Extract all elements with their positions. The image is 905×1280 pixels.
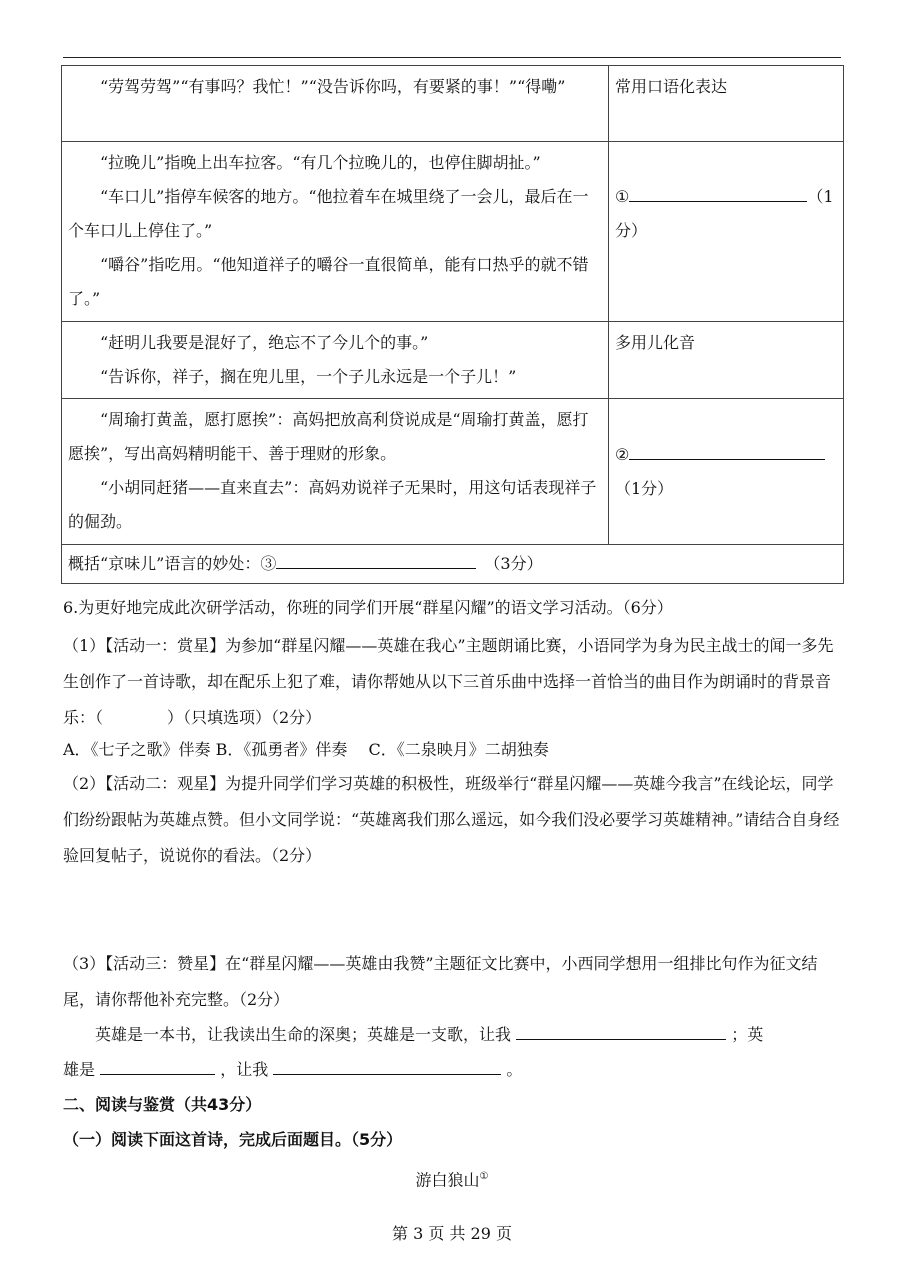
table-row-summary [62,545,844,584]
fill-text: 。 [506,1060,523,1079]
blank-1-line[interactable] [629,183,807,202]
fill-blank[interactable] [100,1056,215,1075]
summary-cell [62,545,844,584]
table-cell-note [609,142,844,322]
blank-2-line[interactable] [629,441,825,460]
example-text: “劳驾劳驾”“有事吗？我忙！”“没告诉你吗，有要紧的事！”“得嘞” [100,77,566,96]
note-text: 多用儿化音 [615,333,696,352]
fill-text: 雄是 [63,1060,96,1079]
activity-1-options: A．《七子之歌》伴奏 B．《孤勇者》伴奏 C．《二泉映月》二胡独奏 [63,740,549,759]
fill-text: ，让我 [220,1060,269,1079]
summary-score: （3分） [492,554,543,573]
language-feature-table [61,65,844,584]
example-text: “赶明儿我要是混好了，绝忘不了今儿个的事。” [100,333,429,352]
example-text: “小胡同赶猪——直来直去”：高妈劝说祥子无果时，用这句话表现祥子的倔劲。 [68,478,597,531]
blank-2-label: ② [615,444,630,464]
blank-1-score: （1分） [615,186,834,240]
footnote-marker: ① [479,1171,489,1182]
fill-line-1 [63,1018,841,1052]
summary-label: 概括“京味儿”语言的妙处：③ [68,554,277,573]
poem-title-text: 游白狼山 [415,1170,480,1190]
poem-title [63,1160,841,1197]
example-text: “车口儿”指停车候客的地方。“他拉着车在城里绕了一会儿，最后在一个车口儿上停住了。” [68,187,589,240]
section-2-heading: 二、阅读与鉴赏（共43分） [63,1095,262,1114]
table-cell-example [62,142,609,322]
fill-blank[interactable] [273,1056,501,1075]
table-cell-example [62,322,609,399]
table-cell-note [609,66,844,142]
fill-text: 英雄是一本书，让我读出生命的深奥；英雄是一支歌，让我 [95,1025,512,1044]
table-cell-note [609,399,844,545]
blank-2-score: （1分） [615,478,674,498]
fill-blank[interactable] [516,1021,726,1040]
page-footer: 第 3 页 共 29 页 [392,1224,512,1243]
blank-1-label: ① [615,186,630,206]
example-text: “嚼谷”指吃用。“他知道祥子的嚼谷一直很简单，能有口热乎的就不错了。” [68,255,589,308]
fill-text: ；英 [731,1025,764,1044]
table-row [62,399,844,545]
example-text: “周瑜打黄盖，愿打愿挨”：高妈把放高利贷说成是“周瑜打黄盖，愿打愿挨”，写出高妈精明能干、善于理财的形象。 [68,410,589,463]
activity-2-text: （2）【活动二：观星】为提升同学们学习英雄的积极性，班级举行“群星闪耀——英雄今我言”在线论坛，同学们纷纷跟帖为英雄点赞。但小文同学说：“英雄离我们那么遥远，如今我们没必要学习英雄精神。”请结合自身经验回复帖子，说说你的看法。（2分） [63,774,840,865]
example-text: “告诉你，祥子，搁在兜儿里，一个子儿永远是一个子儿！” [100,367,517,386]
table-cell-example [62,66,609,142]
header-rule [63,57,841,58]
fill-line-2 [63,1053,841,1087]
table-cell-note [609,322,844,399]
section-2-subheading: （一）阅读下面这首诗，完成后面题目。（5分） [63,1130,403,1149]
blank-3-line[interactable] [276,550,476,569]
activity-1-text: （1）【活动一：赏星】为参加“群星闪耀——英雄在我心”主题朗诵比赛，小语同学为身为民主战士的闻一多先生创作了一首诗歌，却在配乐上犯了难，请你帮她从以下三首乐曲中选择一首恰当的曲目作为朗诵时的背景音乐：（ ）（只填选项）（2分） [63,636,834,727]
table-row [62,142,844,322]
table-row [62,322,844,399]
activity-3-text: （3）【活动三：赞星】在“群星闪耀——英雄由我赞”主题征文比赛中，小西同学想用一组排比句作为征文结尾，请你帮他补充完整。（2分） [63,954,818,1009]
table-row [62,66,844,142]
question-6-title: 6.为更好地完成此次研学活动，你班的同学们开展“群星闪耀”的语文学习活动。（6分） [63,598,673,617]
note-text: 常用口语化表达 [615,77,728,96]
example-text: “拉晚儿”指晚上出车拉客。“有几个拉晚儿的，也停住脚胡扯。” [100,153,541,172]
table-cell-example [62,399,609,545]
